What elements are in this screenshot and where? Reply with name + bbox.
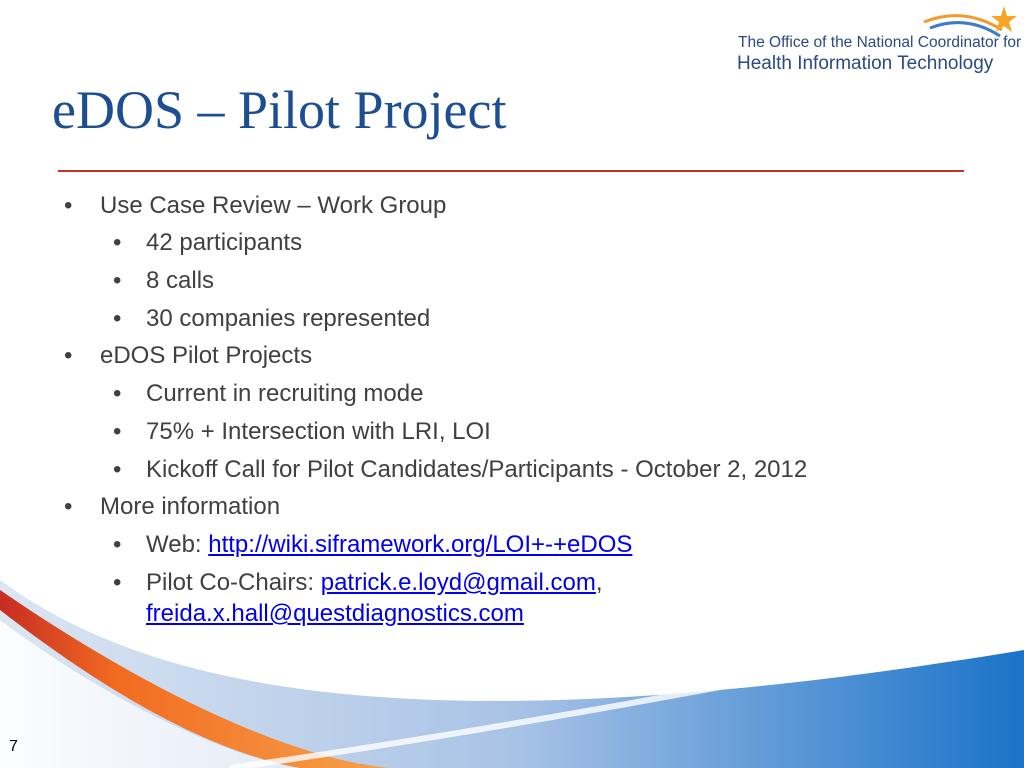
cochairs-label: Pilot Co-Chairs: <box>146 569 321 596</box>
cochair-email-link[interactable]: patrick.e.loyd@gmail.com <box>320 569 596 596</box>
bullet-icon: • <box>64 342 73 369</box>
bullet-icon: • <box>113 569 122 596</box>
web-label: Web: <box>146 531 209 558</box>
web-link[interactable]: http://wiki.siframework.org/LOI+-+eDOS <box>208 531 633 558</box>
list-item <box>64 488 281 526</box>
bullet-icon: • <box>113 229 122 256</box>
logo-text-line2: Health Information Technology <box>737 53 994 74</box>
page-number: 7 <box>9 738 18 755</box>
list-item-text: Kickoff Call for Pilot Candidates/Participants - October 2, 2012 <box>146 456 808 483</box>
sub-list-item <box>113 224 303 262</box>
list-item <box>64 187 447 225</box>
list-item-text: More information <box>100 493 281 520</box>
sub-list-item <box>113 526 633 564</box>
cochair-email-link[interactable]: freida.x.hall@questdiagnostics.com <box>146 600 524 627</box>
sub-list-item <box>113 413 491 451</box>
bullet-icon: • <box>113 380 122 407</box>
sub-list-item <box>113 451 808 489</box>
bullet-icon: • <box>113 305 122 332</box>
list-item-text: eDOS Pilot Projects <box>100 342 313 369</box>
slide-title: eDOS – Pilot Project <box>52 80 507 140</box>
bullet-icon: • <box>64 192 73 219</box>
list-item-text: 8 calls <box>146 267 215 294</box>
bullet-icon: • <box>113 418 122 445</box>
email-separator: , <box>595 569 603 596</box>
list-item-text: Use Case Review – Work Group <box>100 192 447 219</box>
sub-list-item <box>113 262 215 300</box>
onc-logo <box>734 4 1020 74</box>
bullet-icon: • <box>113 531 122 558</box>
list-item-text: Current in recruiting mode <box>146 380 424 407</box>
list-item-text: 75% + Intersection with LRI, LOI <box>146 418 491 445</box>
bullet-icon: • <box>64 493 73 520</box>
list-item-text: 42 participants <box>146 229 303 256</box>
logo-text-line1: The Office of the National Coordinator for <box>738 34 1022 51</box>
bullet-icon: • <box>113 267 122 294</box>
sub-list-item <box>113 300 431 338</box>
bullet-icon: • <box>113 456 122 483</box>
sub-list-item <box>113 375 424 413</box>
list-item <box>64 337 313 375</box>
title-divider <box>58 170 964 172</box>
list-item-text: 30 companies represented <box>146 305 431 332</box>
decorative-wave <box>0 560 1024 768</box>
